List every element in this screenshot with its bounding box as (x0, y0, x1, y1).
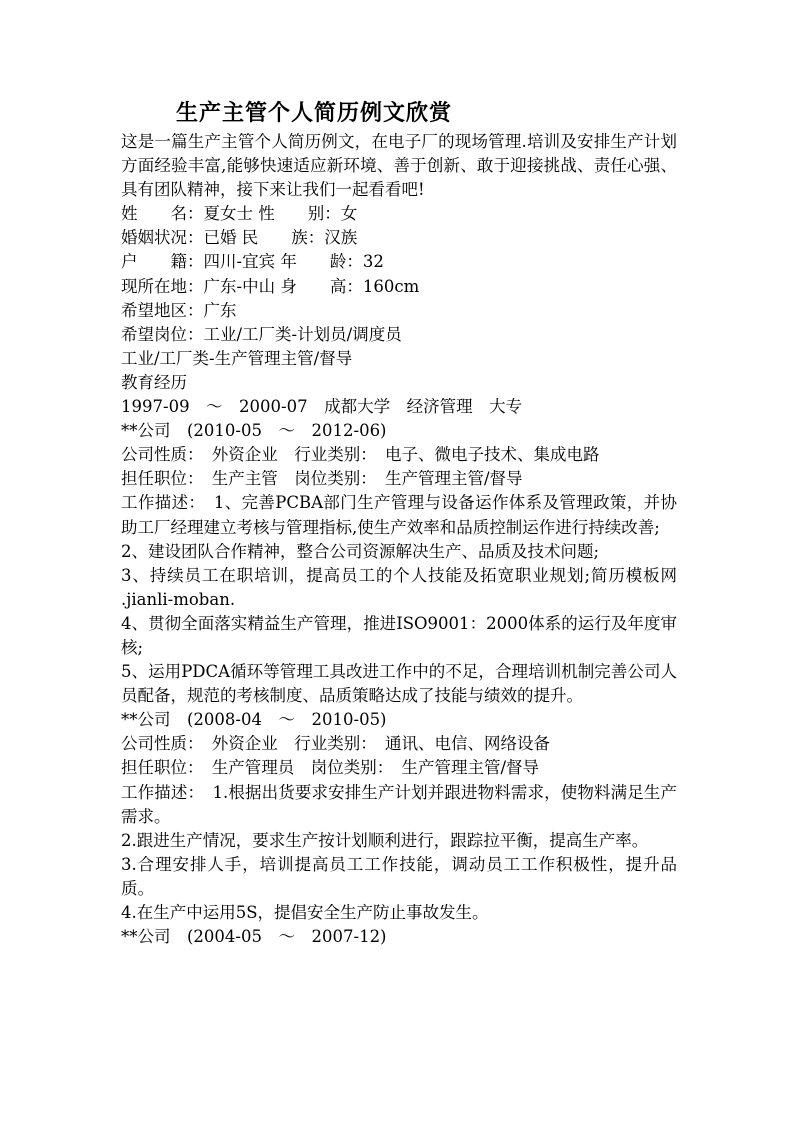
hukou-value: 四川-宜宾 (203, 252, 276, 272)
marital-label: 婚姻状况： (121, 228, 204, 248)
info-row-post (121, 323, 677, 347)
info-row-name (121, 202, 677, 226)
job1-item-2: 2、建设团队合作精神，整合公司资源解决生产、品质及技术问题; (121, 541, 600, 561)
height-label: 身 高： (280, 276, 363, 296)
education-heading: 教育经历 (121, 372, 187, 392)
gender-label: 性 别： (258, 204, 341, 224)
document-title: 生产主管个人简历例文欣赏 (176, 101, 453, 126)
age-value: 32 (362, 252, 384, 272)
gender-value: 女 (340, 204, 358, 224)
job1-nature: 公司性质： 外资企业 行业类别： 电子、微电子技术、集成电路 (121, 445, 600, 465)
post-label: 希望岗位： (121, 324, 204, 344)
location-value: 广东-中山 (203, 276, 276, 296)
info-row-region (121, 299, 677, 323)
info-row-hukou (121, 250, 677, 274)
name-label: 姓 名： (121, 204, 204, 224)
job1-company: **公司 (2010-05 ～ 2012-06) (121, 421, 387, 441)
region-value: 广东 (203, 300, 237, 320)
job1-item-3: 3、持续员工在职培训，提高员工的个人技能及拓宽职业规划;简历模板网 .jianli-moban. (121, 565, 677, 609)
job2-item-4: 4.在生产中运用5S，提倡安全生产防止事故发生。 (121, 903, 489, 922)
job2-description: 工作描述： 1.根据出货要求安排生产计划并跟进物料需求，使物料满足生产需求。 (121, 782, 677, 826)
post-value-2: 工业/工厂类-生产管理主管/督导 (121, 348, 353, 368)
marital-value: 已婚 (203, 228, 237, 248)
job1-item-4: 4、贯彻全面落实精益生产管理，推进ISO9001：2000体系的运行及年度审核; (121, 613, 677, 657)
job1-item-5: 5、运用PDCA循环等管理工具改进工作中的不足，合理培训机制完善公司人员配备，规范的考核制度、品质策略达成了技能与绩效的提升。 (121, 662, 677, 706)
location-label: 现所在地： (121, 276, 204, 296)
hukou-label: 户 籍： (121, 252, 204, 272)
job3-company: **公司 (2004-05 ～ 2007-12) (121, 927, 387, 947)
education-entry: 1997-09 ～ 2000-07 成都大学 经济管理 大专 (121, 397, 523, 417)
region-label: 希望地区： (121, 300, 204, 320)
ethnic-value: 汉族 (324, 228, 358, 248)
job1-description: 工作描述： 1、完善PCBA部门生产管理与设备运作体系及管理政策，并协助工厂经理建立考核与管理指标,使生产效率和品质控制运作进行持续改善; (121, 493, 677, 537)
job2-company: **公司 (2008-04 ～ 2010-05) (121, 710, 387, 730)
ethnic-label: 民 族： (241, 228, 325, 248)
height-value: 160cm (362, 276, 420, 296)
name-value: 夏女士 (203, 204, 253, 224)
job2-position: 担任职位： 生产管理员 岗位类别： 生产管理主管/督导 (121, 758, 540, 778)
job2-item-2: 2.跟进生产情况，要求生产按计划顺利进行，跟踪拉平衡，提高生产率。 (121, 830, 649, 850)
intro-paragraph: 这是一篇生产主管个人简历例文，在电子厂的现场管理.培训及安排生产计划方面经验丰富,能够快速适应新环境、善于创新、敢于迎接挑战、责任心强、具有团队精神，接下来让我们一起看看吧! (121, 132, 677, 200)
post-value-1: 工业/工厂类-计划员/调度员 (203, 324, 402, 344)
job1-position: 担任职位： 生产主管 岗位类别： 生产管理主管/督导 (121, 469, 523, 489)
job2-item-3: 3.合理安排人手，培训提高员工工作技能，调动员工工作积极性，提升品质。 (121, 854, 677, 898)
document-body (121, 130, 677, 949)
info-row-marital (121, 226, 677, 250)
age-label: 年 龄： (280, 252, 363, 272)
info-row-location (121, 275, 677, 299)
job2-nature: 公司性质： 外资企业 行业类别： 通讯、电信、网络设备 (121, 734, 550, 754)
